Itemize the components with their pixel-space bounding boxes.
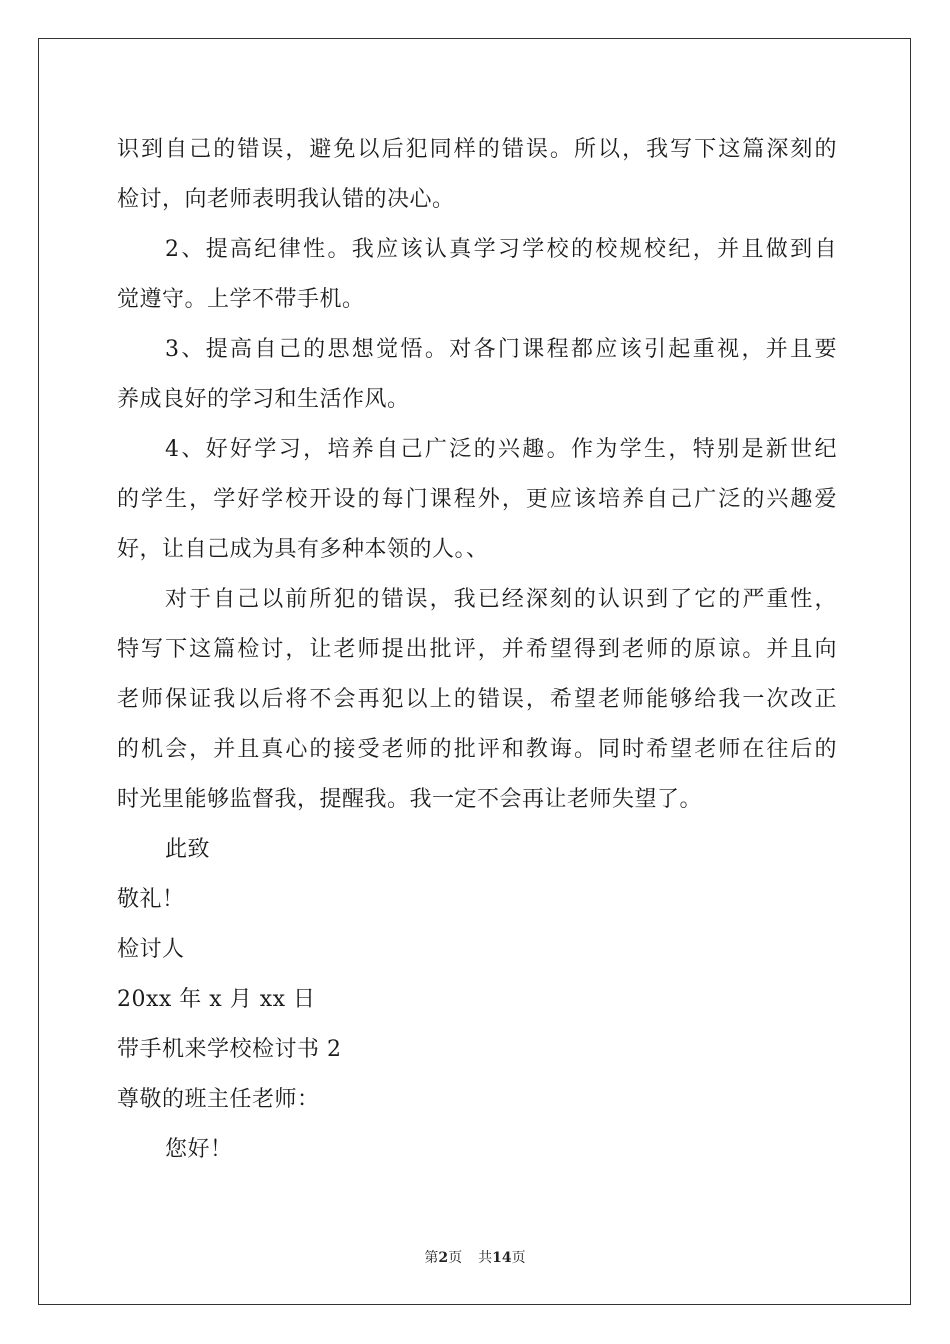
- text-line: 觉遵守。上学不带手机。: [117, 287, 365, 312]
- text-line: 3、提高自己的思想觉悟。对各门课程都应该引起重视，并且要: [165, 337, 837, 362]
- page-number: 2: [438, 1250, 449, 1266]
- page-suffix: 页: [448, 1250, 463, 1266]
- text-line: 您好！: [165, 1137, 233, 1162]
- text-line: 敬礼！: [117, 887, 185, 912]
- document-body: [117, 125, 837, 1175]
- text-line: 带手机来学校检讨书 2: [117, 1037, 342, 1062]
- text-line: 识到自己的错误，避免以后犯同样的错误。所以，我写下这篇深刻的: [117, 137, 837, 162]
- text-line: 尊敬的班主任老师：: [117, 1087, 320, 1112]
- text-line: 养成良好的学习和生活作风。: [117, 387, 410, 412]
- page-prefix: 第: [424, 1250, 439, 1266]
- text-line: 时光里能够监督我，提醒我。我一定不会再让老师失望了。: [117, 787, 703, 812]
- text-line: 2、提高纪律性。我应该认真学习学校的校规校纪，并且做到自: [165, 237, 837, 262]
- total-suffix: 页: [511, 1250, 526, 1266]
- text-line: 检讨，向老师表明我认错的决心。: [117, 187, 455, 212]
- text-line: 此致: [165, 837, 211, 862]
- text-line: 的学生，学好学校开设的每门课程外，更应该培养自己广泛的兴趣爱: [117, 487, 837, 512]
- total-pages: 14: [492, 1250, 512, 1266]
- text-line: 的机会，并且真心的接受老师的批评和教诲。同时希望老师在往后的: [117, 737, 837, 762]
- text-line: 对于自己以前所犯的错误，我已经深刻的认识到了它的严重性，: [165, 587, 837, 612]
- total-prefix: 共: [478, 1250, 493, 1266]
- text-line: 特写下这篇检讨，让老师提出批评，并希望得到老师的原谅。并且向: [117, 637, 837, 662]
- page-footer: [0, 1247, 950, 1267]
- text-line: 好，让自己成为具有多种本领的人。、: [117, 537, 489, 562]
- text-line: 老师保证我以后将不会再犯以上的错误，希望老师能够给我一次改正: [117, 687, 837, 712]
- text-line: 4、好好学习，培养自己广泛的兴趣。作为学生，特别是新世纪: [165, 437, 837, 462]
- text-line: 检讨人: [117, 937, 185, 962]
- text-line: 20xx 年 x 月 xx 日: [117, 987, 316, 1012]
